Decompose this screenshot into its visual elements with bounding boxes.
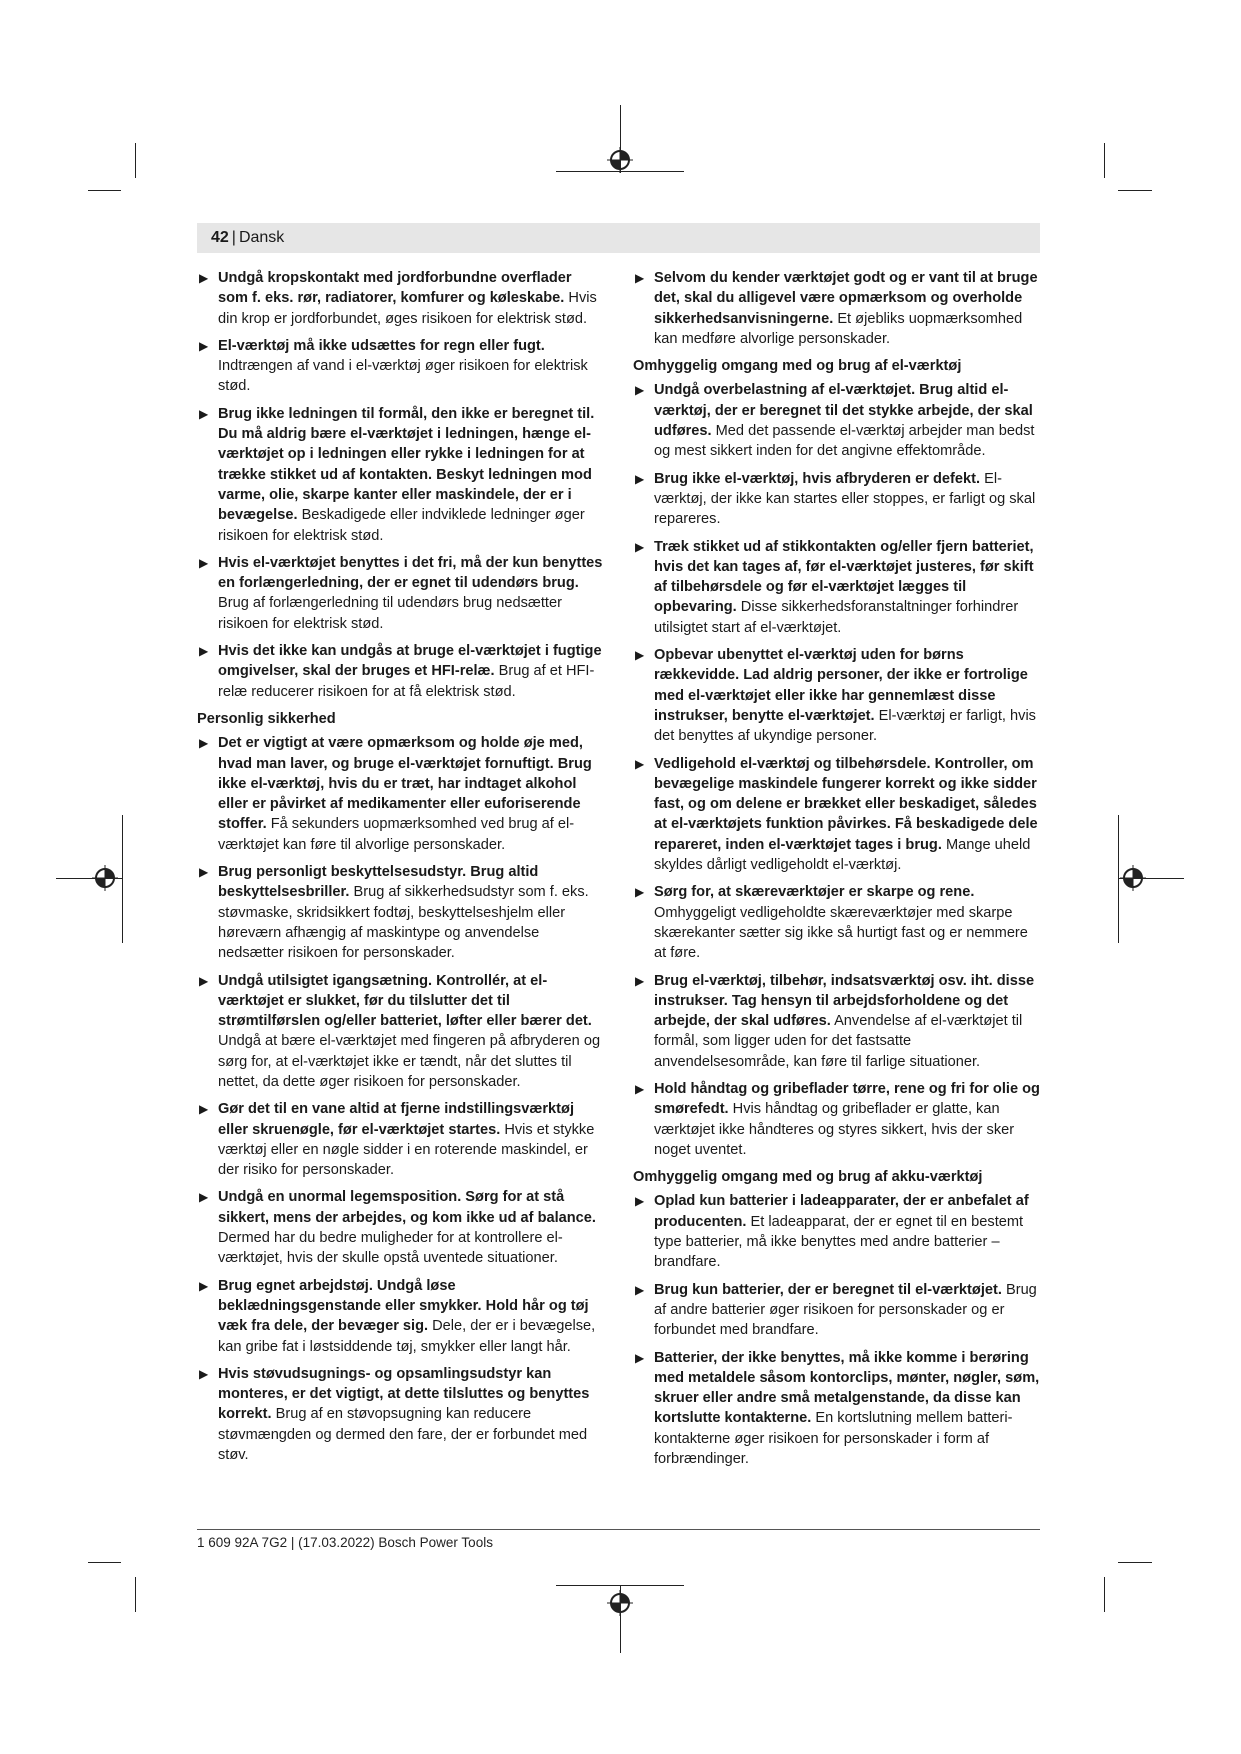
safety-item-explanation: Dele, der er i bevægelse, kan gribe fat i løstsiddende tøj, smykker eller langt hår. [218,1318,596,1355]
safety-item [633,645,1041,746]
left-column [197,268,605,1472]
safety-item-instruction: Undgå kropskontakt med jordforbundne overflader som f. eks. rør, radiatorer, komfurer og køleskabe. [218,270,572,307]
bullet-triangle-icon: ▶ [199,555,209,570]
footer-divider [197,1529,1040,1530]
safety-item-explanation: Hvis din krop er jordforbundet, øges risikoen for elektrisk stød. [218,290,597,327]
bullet-triangle-icon: ▶ [635,383,645,398]
safety-item-instruction: Sørg for, at skæreværktøjer er skarpe og rene. [654,884,975,901]
safety-item-explanation: Dermed har du bedre muligheder for at kontrollere el-værktøjet, hvis der skulle opstå uventede situationer. [218,1230,563,1267]
safety-item-explanation: Brug af et HFI-relæ reducerer risikoen for at få elektrisk stød. [218,663,595,700]
bullet-triangle-icon: ▶ [199,1278,209,1293]
bullet-triangle-icon: ▶ [635,1350,645,1365]
safety-item-instruction: Træk stikket ud af stikkontakten og/eller fjern batteriet, hvis det kan tages af, før el-værktøjet justeres, før skift af tilbehørsdele og før el-værktøjet lægges til opbevaring. [654,538,1034,616]
safety-item [633,754,1041,876]
safety-item-instruction: Brug el-værktøj, tilbehør, indsatsværktøj osv. iht. disse instrukser. Tag hensyn til arbejdsforholdene og det arbejde, der skal udføres. [654,972,1035,1030]
bullet-triangle-icon: ▶ [635,756,645,771]
reg-left-v-line [122,815,123,943]
right-column [633,268,1041,1476]
crop-mark-bl-h [88,1562,121,1563]
safety-item-instruction: Brug egnet arbejdstøj. Undgå løse beklædningsgenstande eller smykker. Hold hår og tøj væk fra dele, der bevæger sig. [218,1277,589,1335]
safety-item-explanation: Brug af sikkerhedsudstyr som f. eks. støvmaske, skridsikkert fodtøj, beskyttelseshjelm eller høreværn afhængig af maskintype og anvendelse nedsætter risikoen for personskader. [218,884,589,962]
safety-item-instruction: Brug personligt beskyttelsesudstyr. Brug altid beskyttelsesbriller. [218,864,539,901]
safety-item-explanation: Mange uheld skyldes dårligt vedligeholdt el-værktøj. [654,836,1031,874]
safety-item [197,404,605,546]
bullet-triangle-icon: ▶ [635,1282,645,1297]
header-language: Dansk [238,229,285,246]
bullet-triangle-icon: ▶ [635,1194,645,1209]
page-header [197,223,1040,253]
safety-item-instruction: Undgå en unormal legemsposition. Sørg for at stå sikkert, mens der arbejdes, og kom ikke ud af balance. [218,1189,596,1226]
reg-bottom-h-line [556,1585,684,1586]
safety-item [197,1099,605,1180]
safety-item-instruction: Brug ikke ledningen til formål, den ikke er beregnet til. Du må aldrig bære el-værktøjet i ledningen, hænge el-værktøjet op i ledningen eller rykke i ledningen for at trække stikket ud af kontakten. Beskyt ledningen mod varme, olie, skarpe kanter eller maskindele, der er i bevægelse. [218,405,595,524]
safety-item-explanation: Hvis et stykke værktøj eller en nøgle sidder i en roterende maskindel, er der risiko for personskader. [218,1121,595,1179]
safety-item-instruction: Hold håndtag og gribeflader tørre, rene og fri for olie og smørefedt. [654,1080,1040,1118]
safety-item-instruction: Brug ikke el-værktøj, hvis afbryderen er defekt. [654,470,981,487]
crop-mark-tr-v [1104,143,1105,178]
safety-item [633,537,1041,638]
bullet-triangle-icon: ▶ [635,539,645,554]
page-footer: 1 609 92A 7G2 | (17.03.2022) Bosch Power Tools [197,1535,493,1550]
safety-item [633,380,1041,461]
crop-mark-tl-v [135,143,136,178]
safety-item-instruction: Batterier, der ikke benyttes, må ikke komme i berøring med metaldele såsom kontorclips, mønter, nøgler, søm, skruer eller andre små metalgenstande, da disse kan kortslutte kontakterne. [654,1349,1040,1427]
safety-item-instruction: Brug kun batterier, der er beregnet til el-værktøjet. [654,1281,1002,1298]
safety-item-explanation: Brug af en støvopsugning kan reducere støvmængden og dermed den fare, der er forbundet med støv. [218,1406,588,1464]
bullet-triangle-icon: ▶ [635,648,645,663]
safety-item-instruction: El-værktøj må ikke udsættes for regn eller fugt. [218,337,545,354]
safety-item-explanation: El-værktøj, der ikke kan startes eller stoppes, er farligt og skal repareres. [654,470,1036,528]
safety-item-instruction: Selvom du kender værktøjet godt og er vant til at bruge det, skal du alligevel være opmærksom og overholde sikkerhedsanvisningerne. [654,270,1038,327]
bullet-triangle-icon: ▶ [199,644,209,659]
safety-item-explanation: Brug af andre batterier øger risikoen for personskader og er forbundet med brandfare. [654,1281,1037,1339]
safety-item-explanation: En kortslutning mellem batteri-kontakterne øger risikoen for personskader i form af forbrændinger. [654,1410,1013,1468]
safety-item [633,1348,1041,1470]
safety-item-explanation: Med det passende el-værktøj arbejder man bedst og mest sikkert inden for det angivne effektområde. [654,423,1035,460]
section-heading: Personlig sikkerhed [197,710,336,727]
safety-item [197,733,605,855]
safety-item [633,971,1041,1072]
bullet-triangle-icon: ▶ [199,406,209,421]
bullet-triangle-icon: ▶ [199,1366,209,1381]
crop-mark-tr-h [1118,190,1152,191]
safety-item [197,268,605,329]
bullet-triangle-icon: ▶ [199,271,209,285]
bullet-triangle-icon: ▶ [635,1081,645,1096]
safety-item [633,1079,1041,1160]
crop-mark-br-v [1104,1577,1105,1612]
bullet-triangle-icon: ▶ [199,973,209,988]
safety-item [197,862,605,963]
bullet-triangle-icon: ▶ [635,471,645,486]
safety-item-explanation: Undgå at bære el-værktøjet med fingeren på afbryderen og sørg for, at el-værktøjet ikke er tændt, når det sluttes til nettet, da dette øger risikoen for personskader. [218,1033,601,1090]
safety-item-explanation: Et ladeapparat, der er egnet til en bestemt type batterier, må ikke benyttes med andre batterier – brandfare. [654,1213,1024,1271]
safety-item [197,336,605,397]
safety-item [633,1191,1041,1272]
safety-item-explanation: Et øjebliks uopmærksomhed kan medføre alvorlige personskader. [654,310,1023,347]
safety-item-instruction: Vedligehold el-værktøj og tilbehørsdele. Kontroller, om bevægelige maskindele fungerer korrekt og ikke sidder fast, og om delene er brækket eller beskadiget, således at el-værktøjets funktion påvirkes. Få beskadigede dele repareret, inden el-værktøjet tages i brug. [654,755,1038,853]
header-separator: | [231,229,236,246]
safety-item-instruction: Hvis el-værktøjet benyttes i det fri, må der kun benyttes en forlængerledning, der er egnet til udendørs brug. [218,554,603,592]
safety-item [197,641,605,702]
registration-target-icon [607,147,633,173]
safety-item-explanation: El-værktøj er farligt, hvis det benyttes af ukyndige personer. [654,707,1036,745]
safety-item [197,1187,605,1268]
safety-item-explanation: Få sekunders uopmærksomhed ved brug af el-værktøjet kan føre til alvorlige personskader. [218,816,575,853]
registration-target-icon [92,865,118,891]
reg-right-v-line [1118,815,1119,943]
safety-item-instruction: Det er vigtigt at være opmærksom og holde øje med, hvad man laver, og bruge el-værktøjet fornuftigt. Brug ikke el-værktøj, hvis du er træt, har indtaget alkohol eller er påvirket af medikamenter eller euforiserende stoffer. [218,735,592,833]
bullet-triangle-icon: ▶ [199,338,209,353]
safety-item-instruction: Hvis støvudsugnings- og opsamlingsudstyr kan monteres, er det vigtigt, at dette tilsluttes og benyttes korrekt. [218,1365,590,1423]
safety-item [197,971,605,1093]
safety-item-explanation: Disse sikkerhedsforanstaltninger forhindrer utilsigtet start af el-værktøjet. [654,599,1019,636]
safety-item [633,882,1041,963]
registration-target-icon [607,1590,633,1616]
bullet-triangle-icon: ▶ [635,885,645,900]
section-heading: Omhyggelig omgang med og brug af el-værktøj [633,358,962,375]
safety-item-explanation: Indtrængen af vand i el-værktøj øger risikoen for elektrisk stød. [218,358,588,395]
page-number: 42 [211,229,229,246]
safety-item-explanation: Brug af forlængerledning til udendørs brug nedsætter risikoen for elektrisk stød. [218,595,562,632]
safety-item [197,1276,605,1357]
safety-item-explanation: Hvis håndtag og gribeflader er glatte, kan værktøjet ikke håndteres og styres sikkert, hvis der sker noget uventet. [654,1101,1015,1158]
bullet-triangle-icon: ▶ [199,865,209,880]
registration-target-icon [1120,865,1146,891]
bullet-triangle-icon: ▶ [199,1190,209,1205]
safety-item-instruction: Oplad kun batterier i ladeapparater, der er anbefalet af producenten. [654,1193,1029,1230]
safety-item-instruction: Undgå overbelastning af el-værktøjet. Brug altid el-værktøj, der er beregnet til det stykke arbejde, der skal udføres. [654,382,1033,440]
safety-item-explanation: Beskadigede eller indviklede ledninger øger risikoen for elektrisk stød. [218,507,585,544]
safety-item [197,1364,605,1465]
section-heading: Omhyggelig omgang med og brug af akku-værktøj [633,1169,983,1186]
bullet-triangle-icon: ▶ [199,1102,209,1117]
bullet-triangle-icon: ▶ [199,736,209,751]
safety-item-explanation: Omhyggeligt vedligeholdte skæreværktøjer med skarpe skærekanter sætter sig ikke så hurtigt fast og er nemmere at føre. [654,904,1028,962]
bullet-triangle-icon: ▶ [635,973,645,988]
safety-item-instruction: Gør det til en vane altid at fjerne indstillingsværktøj eller skruenøgle, før el-værktøjet startes. [218,1101,574,1138]
crop-mark-br-h [1118,1562,1152,1563]
safety-item-instruction: Opbevar ubenyttet el-værktøj uden for børns rækkevidde. Lad aldrig personer, der ikke er fortrolige med el-værktøjet eller ikke har gennemlæst disse instrukser, benytte el-værktøjet. [654,647,1028,724]
safety-item [633,469,1041,530]
safety-item [633,268,1041,349]
safety-item-instruction: Hvis det ikke kan undgås at bruge el-værktøjet i fugtige omgivelser, skal der bruges et HFI-relæ. [218,643,602,680]
safety-item [197,553,605,634]
safety-item-instruction: Undgå utilsigtet igangsætning. Kontrollér, at el-værktøjet er slukket, før du tilslutter det til strømtilførslen og/eller batteriet, løfter eller bærer det. [218,972,592,1030]
crop-mark-bl-v [135,1577,136,1612]
crop-mark-tl-h [88,190,121,191]
safety-item-explanation: Anvendelse af el-værktøjet til formål, som ligger uden for det fastsatte anvendelsesområde, kan føre til farlige situationer. [654,1013,1023,1070]
bullet-triangle-icon: ▶ [635,271,645,285]
safety-item [633,1280,1041,1341]
